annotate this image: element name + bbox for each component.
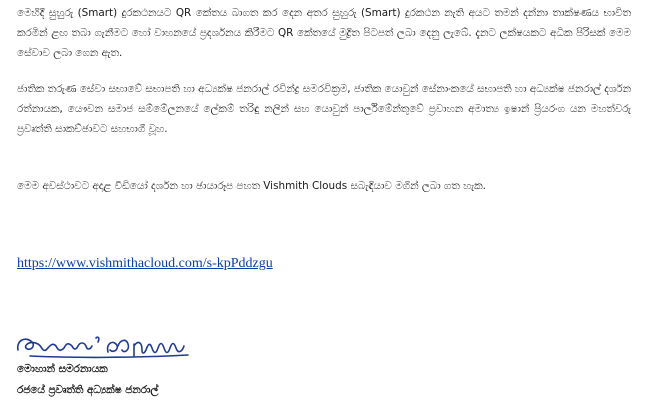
paragraph-qr-code-service: මෙහිදී සුහුරු (Smart) දුරකථනයට QR කේතය බාගත කර දෙන අතර සුහුරු (Smart) දුරකථන නැති අයට තමන් දන්නා තාක්ෂණය භාවිත කරමින් ළඟ තබා ගැනීමට හෝ වාහනයේ ප්‍රදර්ශනය කිරීමට QR කේතයේ මුද්‍රිත පිටපත් ලබා දෙනු ලැබේ. දැනට ලක්ෂයකට අධික පිරිසක් මෙම සේවාව ලබා ගෙන ඇත. — [17, 7, 631, 59]
paragraph-attendees: ජාතික තරුණ සේවා සභාවේ සභාපති හා අධ්‍යක්ෂ ජනරාල් රවින්ද්‍ර සමරවික්‍රම, ජාතික යොවුන් සේනාංකයේ සභාපති හා අධ්‍යක්ෂ ජනරාල් දර්ශන රත්නායක, යෞවන සමාජ සම්මේලනයේ ලේකම් තරිඳු නලින් සහ යොවුන් පාර්ලිමේන්තුවේ ප්‍රවාහන අමාත්‍ය ඉෂාන් ප්‍රියරංග යන මහත්වරු ප්‍රවෘත්ති සාකච්ඡාවට සහභාගී වූහ. — [17, 83, 631, 135]
signatory-name: මොහාන් සමරනායක — [17, 363, 108, 375]
vishmith-clouds-link[interactable]: https://www.vishmithacloud.com/s-kpPddzgu — [17, 256, 273, 271]
signatory-title: රජයේ ප්‍රවෘත්ති අධ්‍යක්ෂ ජනරාල් — [17, 384, 159, 396]
paragraph-media-link-note: මෙම අවස්ථාවට අදාළ වීඩියෝ දර්ශන හා ඡායාරූප පහත Vishmith Clouds සබැඳියාව මගින් ලබා ගත හැක. — [17, 180, 486, 192]
handwritten-signature — [12, 328, 202, 364]
